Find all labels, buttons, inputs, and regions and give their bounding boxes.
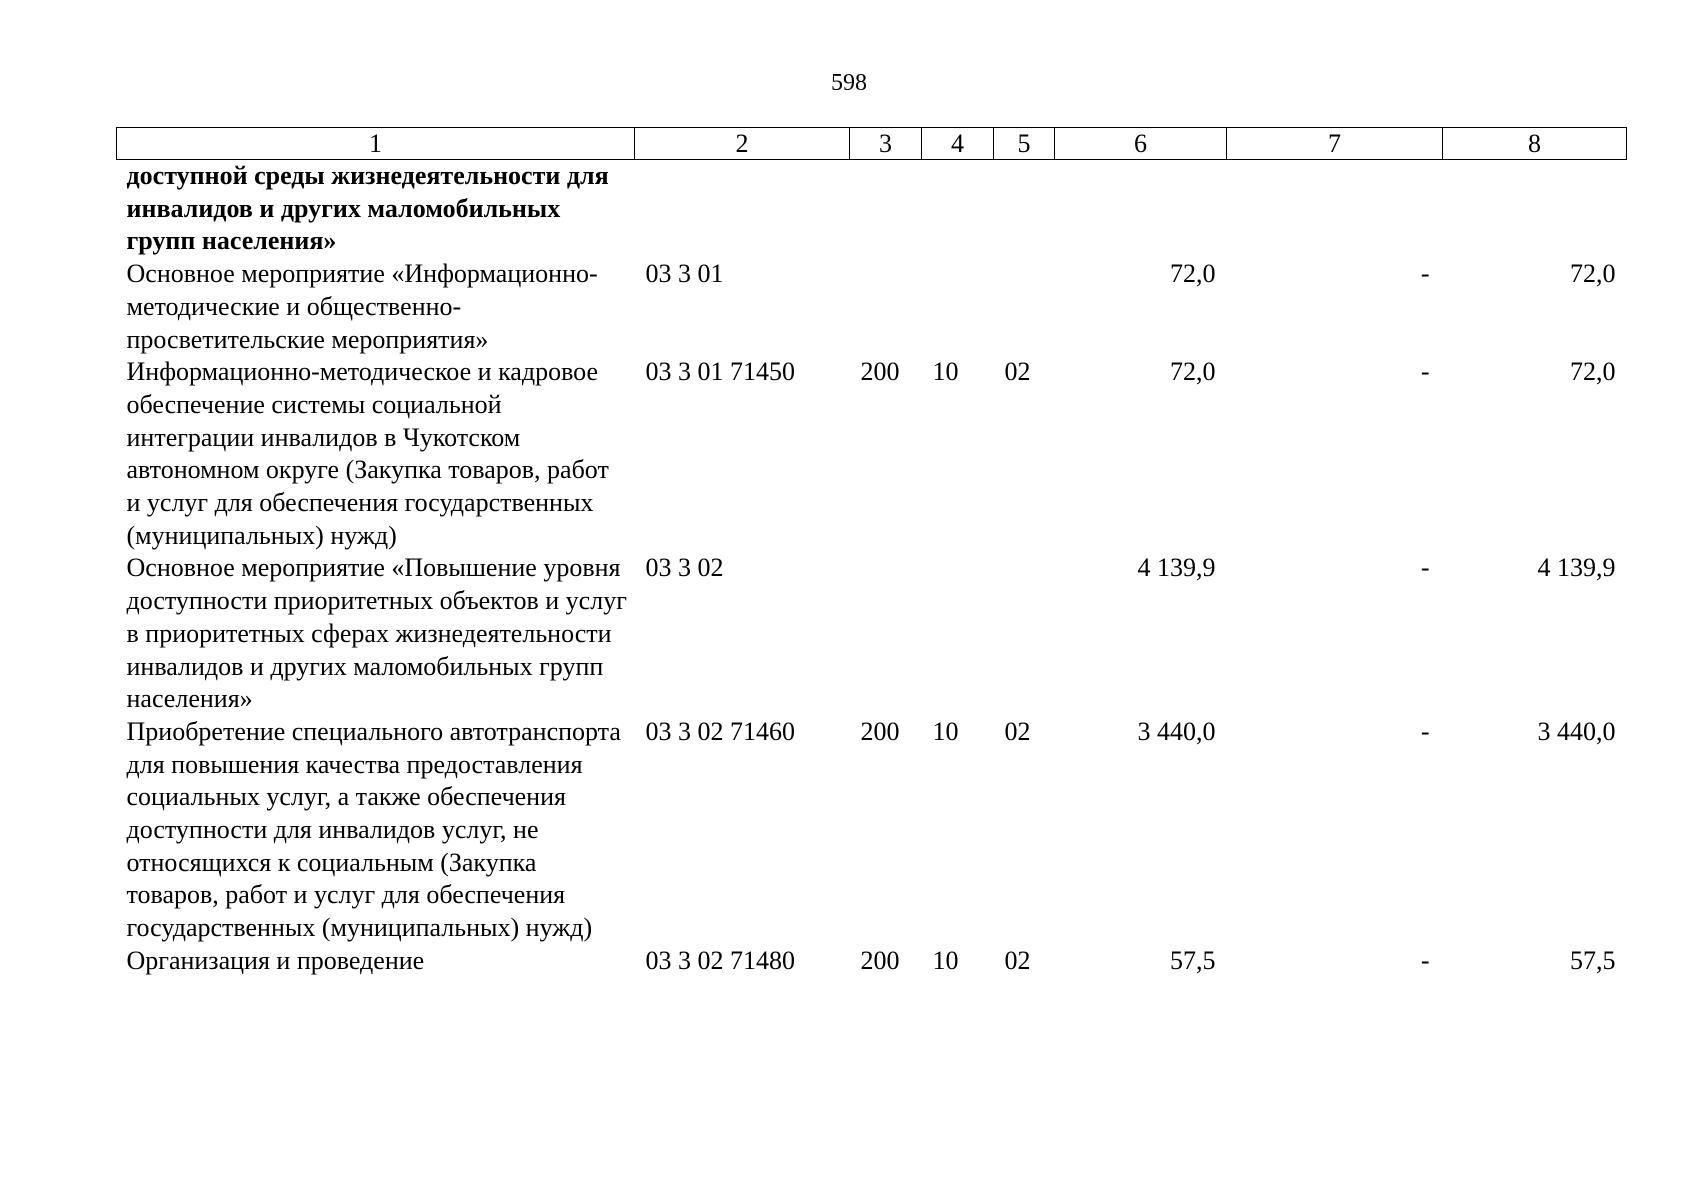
row-col-6: 3 440,0 bbox=[1137, 716, 1216, 746]
header-col-4: 4 bbox=[922, 128, 994, 160]
row-col-6: 72,0 bbox=[1170, 357, 1216, 387]
row-col-6: 4 139,9 bbox=[1137, 553, 1216, 583]
row-col-4 bbox=[922, 258, 994, 356]
row-name: Информационно-методическое и кадровое обеспечение системы социальной интеграции инвалидов в Чукотском автономном округе (Закупка товаров, работ и услуг для обеспечения государственных (муниципальных) нужд) bbox=[126, 357, 609, 550]
row-name: Организация и проведение bbox=[126, 945, 425, 975]
row-col-5: 02 bbox=[1004, 945, 1031, 975]
row-col-8 bbox=[1443, 160, 1627, 259]
row-code: 03 3 02 71460 bbox=[645, 716, 795, 746]
header-row bbox=[117, 128, 1627, 160]
row-col-5 bbox=[994, 258, 1055, 356]
row-col-3: 200 bbox=[860, 945, 900, 975]
row-col-7: - bbox=[1420, 259, 1430, 289]
row-col-4: 10 bbox=[932, 357, 959, 387]
row-col-8: 57,5 bbox=[1570, 945, 1616, 975]
table-body bbox=[117, 160, 1627, 978]
header-col-8: 8 bbox=[1443, 128, 1627, 160]
header-col-1: 1 bbox=[117, 128, 635, 160]
row-col-7: - bbox=[1420, 553, 1430, 583]
header-col-3: 3 bbox=[850, 128, 922, 160]
row-col-3 bbox=[850, 160, 922, 259]
page-number: 598 bbox=[831, 70, 867, 96]
budget-table bbox=[116, 127, 1627, 978]
row-col-8: 72,0 bbox=[1570, 259, 1616, 289]
row-name: доступной среды жизнедеятельности для инвалидов и других маломобильных групп населения» bbox=[126, 161, 609, 256]
header-col-6: 6 bbox=[1055, 128, 1227, 160]
row-col-8: 3 440,0 bbox=[1537, 716, 1616, 746]
table-row bbox=[117, 160, 1627, 259]
row-col-3 bbox=[850, 258, 922, 356]
row-code bbox=[635, 160, 850, 259]
header-col-5: 5 bbox=[994, 128, 1055, 160]
row-col-6 bbox=[1055, 160, 1227, 259]
row-code: 03 3 02 71480 bbox=[645, 945, 795, 975]
row-col-4: 10 bbox=[932, 945, 959, 975]
row-col-7: - bbox=[1420, 945, 1430, 975]
row-col-8: 72,0 bbox=[1570, 357, 1616, 387]
row-col-5 bbox=[994, 160, 1055, 259]
row-name: Основное мероприятие «Информационно-методические и общественно-просветительские мероприятия» bbox=[126, 259, 598, 354]
row-name: Приобретение специального автотранспорта для повышения качества предоставления социальных услуг, а также обеспечения доступности для инвалидов услуг, не относящихся к социальным (Закупка товаров, работ и услуг для обеспечения государственных (муниципальных) нужд) bbox=[126, 716, 621, 943]
header-col-7: 7 bbox=[1227, 128, 1443, 160]
row-code: 03 3 02 bbox=[645, 553, 724, 583]
table-row bbox=[117, 716, 1627, 945]
table-row bbox=[117, 356, 1627, 552]
table-row bbox=[117, 552, 1627, 716]
row-col-7: - bbox=[1420, 357, 1430, 387]
row-col-4: 10 bbox=[932, 716, 959, 746]
table-row bbox=[117, 258, 1627, 356]
table-header bbox=[117, 128, 1627, 160]
row-col-7 bbox=[1227, 160, 1443, 259]
row-col-6: 72,0 bbox=[1170, 259, 1216, 289]
row-col-4 bbox=[922, 552, 994, 716]
row-col-8: 4 139,9 bbox=[1537, 553, 1616, 583]
row-col-3: 200 bbox=[860, 357, 900, 387]
row-col-7: - bbox=[1420, 716, 1430, 746]
row-col-3: 200 bbox=[860, 716, 900, 746]
row-code: 03 3 01 71450 bbox=[645, 357, 795, 387]
row-col-6: 57,5 bbox=[1170, 945, 1216, 975]
row-col-5 bbox=[994, 552, 1055, 716]
row-code: 03 3 01 bbox=[645, 259, 724, 289]
row-col-5: 02 bbox=[1004, 357, 1031, 387]
row-col-5: 02 bbox=[1004, 716, 1031, 746]
row-name: Основное мероприятие «Повышение уровня доступности приоритетных объектов и услуг в приоритетных сферах жизнедеятельности инвалидов и других маломобильных групп населения» bbox=[126, 553, 627, 714]
header-col-2: 2 bbox=[635, 128, 850, 160]
row-col-3 bbox=[850, 552, 922, 716]
table-row bbox=[117, 945, 1627, 978]
row-col-4 bbox=[922, 160, 994, 259]
